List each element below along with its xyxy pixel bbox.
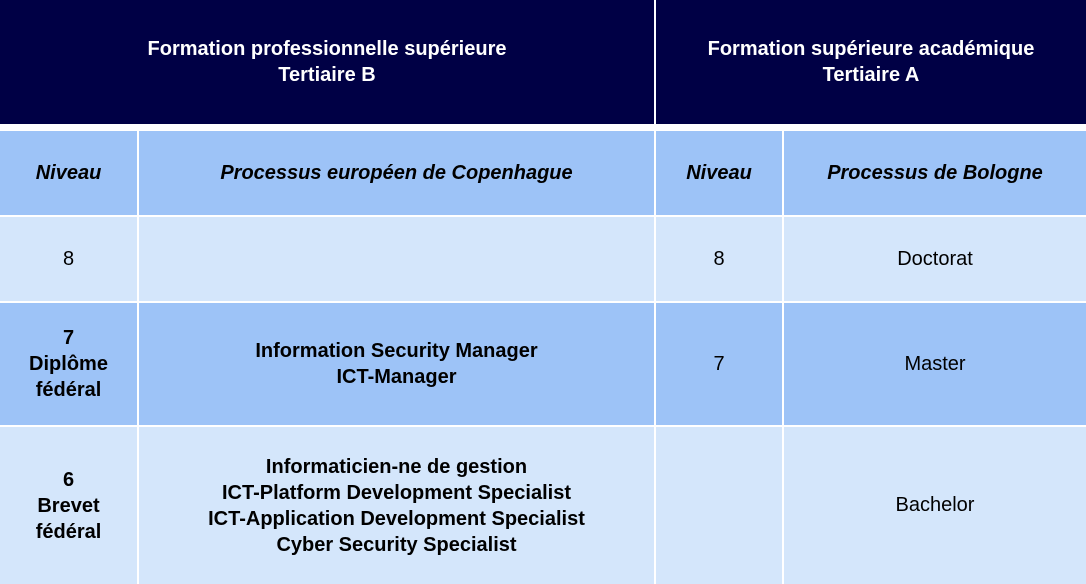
row-7-niveau-label-1: Diplôme bbox=[29, 353, 108, 375]
col-header-copenhague bbox=[139, 131, 654, 215]
row-7-niveau-right-value: 7 bbox=[713, 352, 725, 375]
row-6-qualification-3: ICT-Application Development Specialist bbox=[208, 507, 585, 530]
row-6-niveau-number: 6 bbox=[62, 468, 75, 491]
row-6-qualification-2: ICT-Platform Development Specialist bbox=[222, 481, 571, 504]
header-academic bbox=[656, 0, 1086, 124]
col-header-niveau-left-label: Niveau bbox=[35, 161, 102, 184]
header-professional bbox=[0, 0, 654, 124]
row-7-copenhague bbox=[139, 303, 654, 425]
row-6-bologne-value: Bachelor bbox=[895, 494, 975, 516]
row-8-bologne bbox=[784, 217, 1086, 301]
col-header-copenhague-label: Processus européen de Copenhague bbox=[220, 161, 573, 184]
row-8-niveau-left-value: 8 bbox=[62, 248, 75, 270]
row-7-niveau-right bbox=[656, 303, 782, 425]
row-6-niveau-right bbox=[656, 427, 782, 584]
row-8-niveau-right-value: 8 bbox=[713, 247, 725, 270]
row-7-qualification-2: ICT-Manager bbox=[336, 366, 457, 388]
row-7-niveau-number: 7 bbox=[62, 327, 75, 349]
row-8-niveau-left bbox=[0, 217, 137, 301]
header-professional-title: Formation professionnelle supérieure bbox=[147, 38, 507, 60]
col-header-bologne-label: Processus de Bologne bbox=[827, 161, 1043, 184]
row-8-bologne-value: Doctorat bbox=[897, 247, 973, 270]
row-6-niveau-label-2: fédéral bbox=[35, 520, 102, 543]
row-6-bologne bbox=[784, 427, 1086, 584]
col-header-niveau-left bbox=[0, 131, 137, 215]
col-header-niveau-right-label: Niveau bbox=[686, 161, 752, 184]
row-6-copenhague bbox=[139, 427, 654, 584]
row-6-niveau-label-1: Brevet bbox=[37, 494, 100, 517]
row-8-niveau-right bbox=[656, 217, 782, 301]
col-header-niveau-right bbox=[656, 131, 782, 215]
row-7-niveau-label-2: fédéral bbox=[35, 379, 102, 401]
header-professional-tier: Tertiaire B bbox=[278, 64, 376, 86]
row-7-bologne-value: Master bbox=[904, 352, 966, 375]
row-7-niveau-left bbox=[0, 303, 137, 425]
header-academic-title: Formation supérieure académique bbox=[707, 38, 1035, 60]
header-academic-tier: Tertiaire A bbox=[822, 64, 920, 86]
row-7-bologne bbox=[784, 303, 1086, 425]
row-7-qualification-1: Information Security Manager bbox=[255, 340, 538, 362]
row-6-qualification-1: Informaticien-ne de gestion bbox=[265, 455, 528, 478]
row-6-niveau-left bbox=[0, 427, 137, 584]
row-8-copenhague bbox=[139, 217, 654, 301]
col-header-bologne bbox=[784, 131, 1086, 215]
row-6-qualification-4: Cyber Security Specialist bbox=[276, 533, 517, 556]
